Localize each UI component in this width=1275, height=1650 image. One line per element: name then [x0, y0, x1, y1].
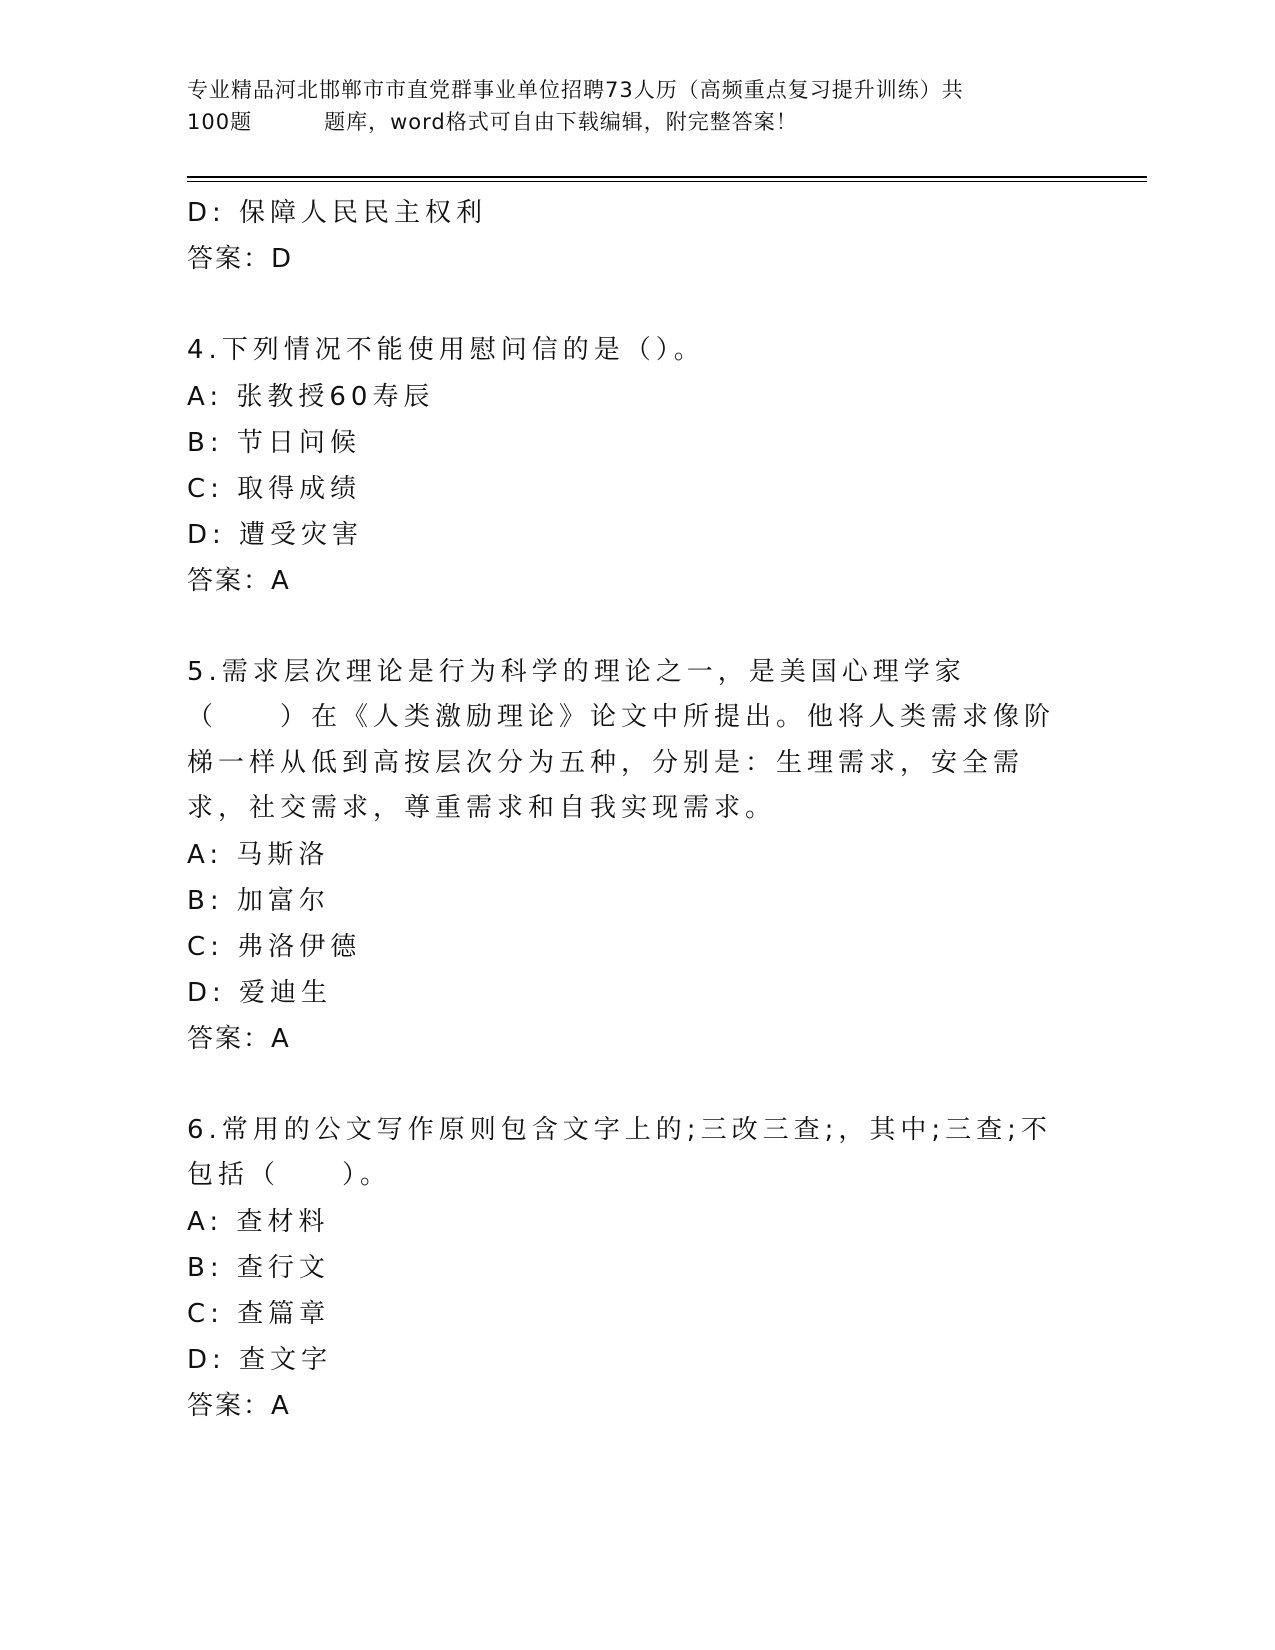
question-6	[187, 1108, 1067, 1429]
header-rule-thick	[187, 176, 1147, 178]
option-c: C: 查篇章	[187, 1298, 331, 1329]
option-b: B: 加富尔	[187, 885, 330, 916]
question-4	[187, 328, 1067, 604]
question-stem: 6.常用的公文写作原则包含文字上的;三改三查;，其中;三查;不包括（ ）。	[187, 1114, 1052, 1190]
option-b: B: 查行文	[187, 1252, 330, 1283]
header-rule-thin	[187, 181, 1147, 182]
option-d: D: 查文字	[187, 1344, 333, 1375]
option-a: A: 查材料	[187, 1206, 330, 1237]
header-title-line2	[187, 106, 1067, 138]
question-stem: 4.下列情况不能使用慰问信的是（）。	[187, 335, 705, 365]
option-c: C: 取得成绩	[187, 473, 362, 504]
option-d: D: 爱迪生	[187, 977, 333, 1008]
option-d: D: 遭受灾害	[187, 519, 364, 550]
question-stem: 5.需求层次理论是行为科学的理论之一，是美国心理学家（ ）在《人类激励理论》论文中所提出。他将人类需求像阶梯一样从低到高按层次分为五种，分别是：生理需求，安全需求，社交需求，尊重需求和自我实现需求。	[187, 656, 1056, 823]
answer: 答案：D	[187, 244, 294, 274]
option-a: A: 张教授60寿辰	[187, 381, 435, 412]
question-content	[187, 190, 1067, 1429]
header-description: 题库，word格式可自由下载编辑，附完整答案！	[324, 110, 798, 134]
header-count: 100题	[187, 110, 253, 134]
header-title-line1: 专业精品河北邯郸市市直党群事业单位招聘73人历（高频重点复习提升训练）共	[187, 78, 964, 102]
option-c: C: 弗洛伊德	[187, 931, 362, 962]
page-header	[187, 74, 1067, 138]
option-b: B: 节日问候	[187, 427, 361, 458]
answer: 答案：A	[187, 1390, 291, 1421]
option-a: A: 马斯洛	[187, 839, 330, 870]
option-d: D: 保障人民民主权利	[187, 198, 488, 228]
answer: 答案：A	[187, 565, 291, 596]
answer: 答案：A	[187, 1023, 291, 1054]
question-5	[187, 650, 1067, 1062]
